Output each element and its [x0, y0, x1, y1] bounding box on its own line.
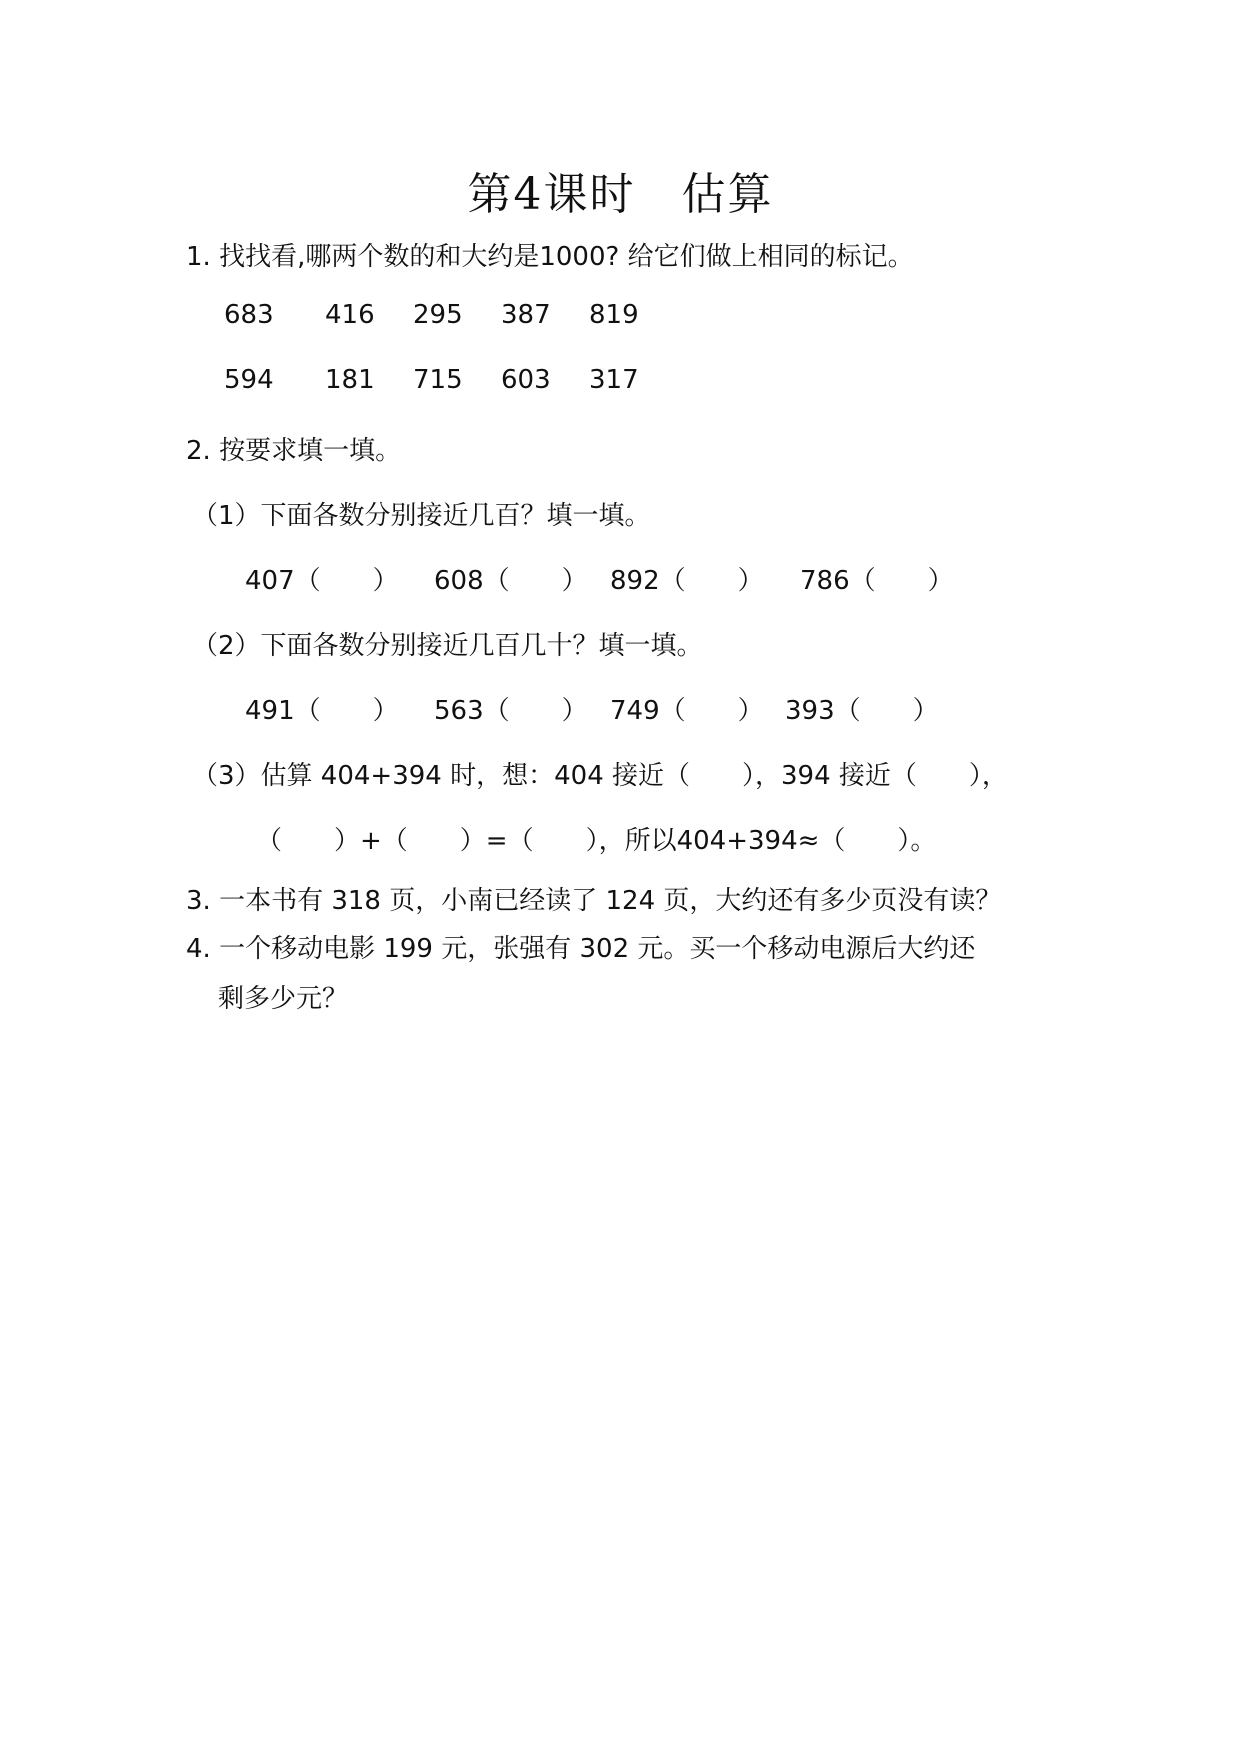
- question-1: 1. 找找看,哪两个数的和大约是1000? 给它们做上相同的标记。: [186, 242, 914, 272]
- q2-2-item: 749（ ）: [610, 696, 764, 726]
- q2-2-item: 491（ ）: [245, 696, 399, 726]
- q1-number: 715: [413, 365, 463, 395]
- q1-number: 594: [224, 365, 274, 395]
- q1-number: 683: [224, 300, 274, 330]
- q1-number: 387: [501, 300, 551, 330]
- question-2-part-3-line-2: （ ）+（ ）=（ ），所以404+394≈（ ）。: [256, 826, 937, 856]
- q2-1-item: 407（ ）: [245, 566, 399, 596]
- question-2: 2. 按要求填一填。: [186, 436, 402, 466]
- page-title: 第4课时 估算: [467, 169, 774, 220]
- q1-number: 295: [413, 300, 463, 330]
- q2-1-item: 892（ ）: [610, 566, 764, 596]
- question-2-part-3-line-1: （3）估算 404+394 时，想：404 接近（ ），394 接近（ ），: [192, 761, 1008, 791]
- q1-number: 603: [501, 365, 551, 395]
- question-4-line-1: 4. 一个移动电影 199 元，张强有 302 元。买一个移动电源后大约还: [186, 934, 976, 964]
- q2-2-item: 393（ ）: [785, 696, 939, 726]
- q2-2-item: 563（ ）: [434, 696, 588, 726]
- question-3: 3. 一本书有 318 页，小南已经读了 124 页，大约还有多少页没有读？: [186, 886, 1002, 916]
- q1-number: 317: [589, 365, 639, 395]
- q1-number: 819: [589, 300, 639, 330]
- question-2-part-2: （2）下面各数分别接近几百几十？填一填。: [192, 631, 703, 661]
- q1-number: 181: [325, 365, 375, 395]
- q2-1-item: 786（ ）: [800, 566, 954, 596]
- q1-number: 416: [325, 300, 375, 330]
- question-2-part-1: （1）下面各数分别接近几百？填一填。: [192, 501, 651, 531]
- question-4-line-2: 剩多少元？: [218, 984, 349, 1014]
- q2-1-item: 608（ ）: [434, 566, 588, 596]
